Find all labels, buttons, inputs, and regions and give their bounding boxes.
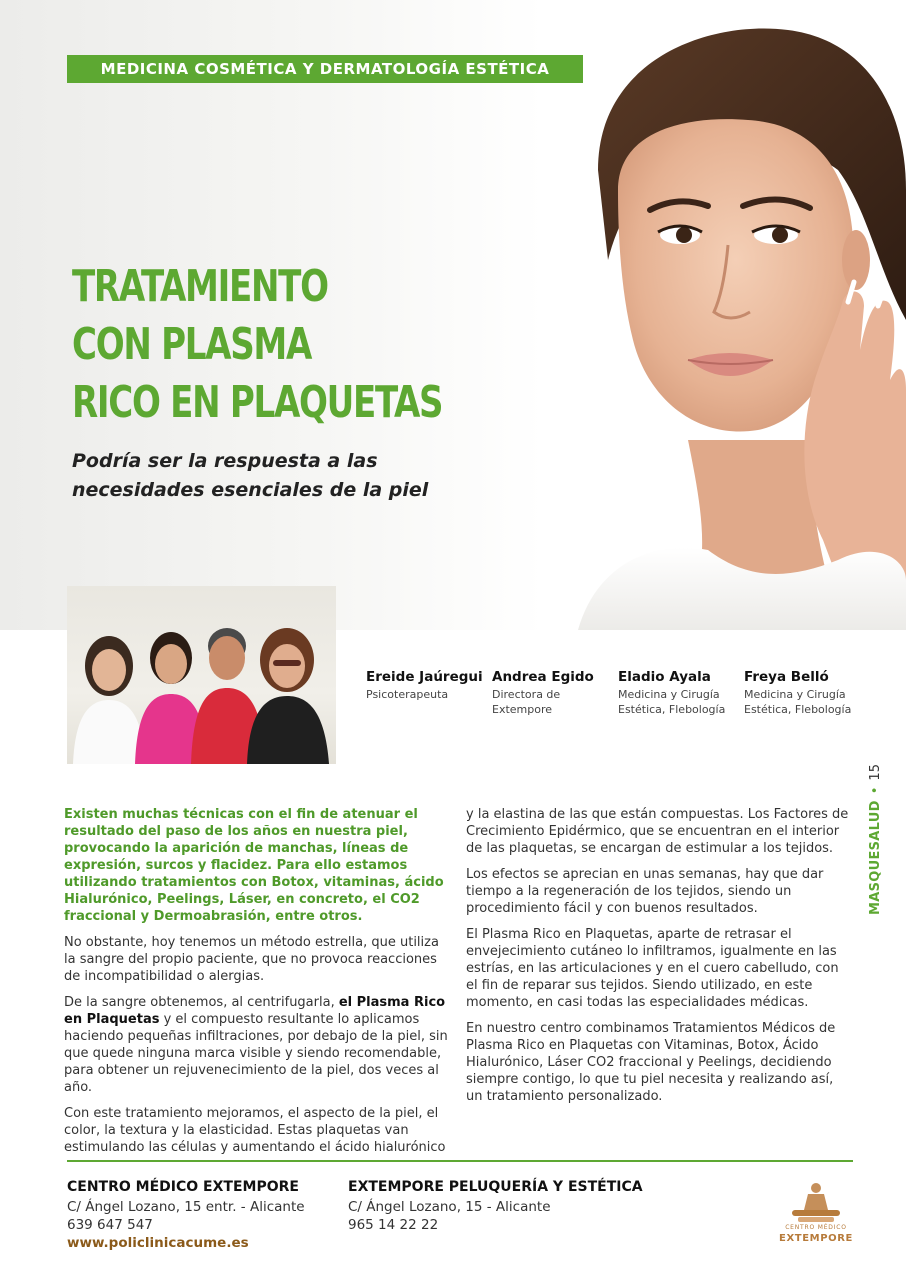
- paragraph-text: y el compuesto resultante lo aplicamos haciendo pequeñas infiltraciones, por debajo de la piel, sin que quede ninguna marca visible y siendo recomendable, para obtener un rejuvenecimiento de la piel, dos veces al año.: [64, 1012, 448, 1095]
- team-photo: [67, 586, 336, 764]
- article-lead: Existen muchas técnicas con el fin de atenuar el resultado del paso de los años en nuestra piel, provocando la aparición de manchas, líneas de expresión, surcos y flacidez. Para ello estamos utilizando tratamientos con Botox, vitaminas, ácido Hialurónico, Peelings, Láser, en concreto, el CO2 fraccional y Dermoabrasión, entre otros.: [64, 807, 444, 924]
- footer-divider: [67, 1160, 853, 1162]
- footer-contact-clinic: [67, 1178, 305, 1252]
- footer-address: C/ Ángel Lozano, 15 - Alicante: [348, 1199, 551, 1215]
- staff-name: Freya Belló: [744, 669, 829, 685]
- article-column-right: [466, 806, 850, 1114]
- page-number: 15: [868, 764, 883, 781]
- article-paragraph: No obstante, hoy tenemos un método estrella, que utiliza la sangre del propio paciente, que no provoca reacciones de incompatibilidad o alergias.: [64, 935, 439, 984]
- staff-role-line: Medicina y Cirugía: [744, 688, 846, 701]
- footer-website-link[interactable]: www.policlinicacume.es: [67, 1235, 249, 1251]
- staff-role: Psicoterapeuta: [366, 688, 449, 701]
- article-paragraph: Los efectos se aprecian en unas semanas, hay que dar tiempo a la regeneración de los tejidos, siendo un procedimiento fácil y con buenos resultados.: [466, 867, 824, 916]
- subtitle-line: necesidades esenciales de la piel: [72, 479, 429, 501]
- hero-face-image: [538, 20, 906, 630]
- staff-member: [618, 668, 740, 717]
- article-paragraph: y la elastina de las que están compuestas. Los Factores de Crecimiento Epidérmico, que se encuentran en el interior de las plaquetas, se encargan de estimular a los tejidos.: [466, 807, 849, 856]
- article-subtitle: [72, 447, 492, 505]
- footer-title: CENTRO MÉDICO EXTEMPORE: [67, 1179, 299, 1195]
- magazine-side-tab: [866, 750, 886, 915]
- article-column-left: [64, 806, 448, 1165]
- logo-emblem-icon: [778, 1180, 854, 1224]
- footer-title: EXTEMPORE PELUQUERÍA Y ESTÉTICA: [348, 1179, 643, 1195]
- staff-role: [492, 687, 614, 717]
- staff-member: [492, 668, 614, 717]
- highlight-text: el Plasma Rico en Plaquetas: [64, 995, 446, 1027]
- staff-name: Ereide Jaúregui: [366, 669, 483, 685]
- logo-line-1: CENTRO MÉDICO: [785, 1224, 847, 1231]
- footer-contact-salon: [348, 1178, 643, 1234]
- footer-phone: 965 14 22 22: [348, 1217, 439, 1233]
- article-paragraph: El Plasma Rico en Plaquetas, aparte de retrasar el envejecimiento cutáneo lo infiltramos, igualmente en las estrías, en las articulaciones y en el cuero cabelludo, con el fin de reparar sus tejidos. Siendo utilizado, en este momento, en casi todas las especialidades médicas.: [466, 927, 839, 1010]
- footer-address: C/ Ángel Lozano, 15 entr. - Alicante: [67, 1199, 305, 1215]
- separator-dot: •: [868, 786, 883, 795]
- staff-role-line: Extempore: [492, 703, 553, 716]
- article-title: [72, 258, 443, 432]
- staff-name: Eladio Ayala: [618, 669, 711, 685]
- footer-phone: 639 647 547: [67, 1217, 153, 1233]
- extempore-logo: [778, 1180, 854, 1250]
- magazine-brand: MASQUESALUD: [868, 800, 883, 915]
- staff-role: [618, 687, 740, 717]
- article-paragraph: [64, 994, 448, 1096]
- staff-member: [366, 668, 488, 702]
- article-paragraph: Con este tratamiento mejoramos, el aspecto de la piel, el color, la textura y la elasticidad. Estas plaquetas van estimulando las células y aumentando el ácido hialurónico: [64, 1106, 446, 1155]
- title-line: TRATAMIENTO: [72, 261, 328, 312]
- staff-role-line: Estética, Flebología: [618, 703, 726, 716]
- subtitle-line: Podría ser la respuesta a las: [72, 450, 378, 472]
- staff-name: Andrea Egido: [492, 669, 594, 685]
- section-label: MEDICINA COSMÉTICA Y DERMATOLOGÍA ESTÉTICA: [67, 55, 583, 83]
- staff-role-line: Estética, Flebología: [744, 703, 852, 716]
- title-line: RICO EN PLAQUETAS: [72, 377, 443, 428]
- staff-role-line: Medicina y Cirugía: [618, 688, 720, 701]
- staff-role: [744, 687, 866, 717]
- title-line: CON PLASMA: [72, 319, 312, 370]
- logo-line-2: EXTEMPORE: [779, 1233, 853, 1244]
- staff-member: [744, 668, 866, 717]
- staff-role-line: Directora de: [492, 688, 561, 701]
- article-paragraph: En nuestro centro combinamos Tratamientos Médicos de Plasma Rico en Plaquetas con Vitaminas, Botox, Ácido Hialurónico, Láser CO2 fraccional y Peelings, decidiendo siempre contigo, lo que tu piel necesita y realizando así, un tratamiento personalizado.: [466, 1021, 836, 1104]
- paragraph-text: De la sangre obtenemos, al centrifugarla,: [64, 995, 339, 1010]
